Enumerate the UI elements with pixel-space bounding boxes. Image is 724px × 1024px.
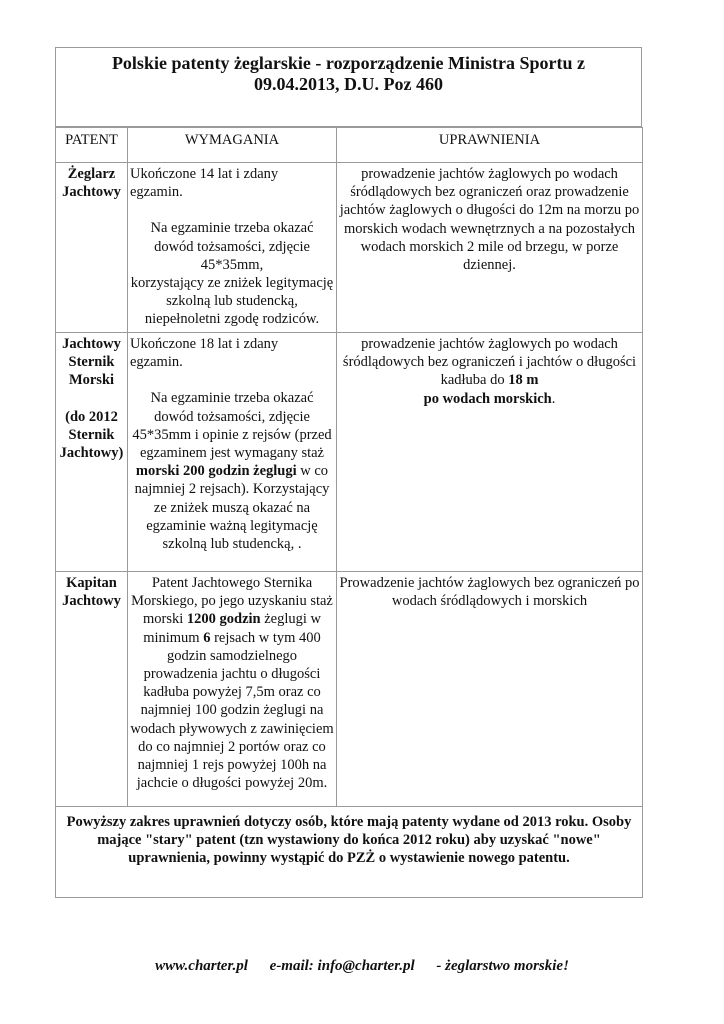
patent-name-line: Morski — [68, 372, 115, 389]
patent-name-line: Jachtowy — [62, 184, 121, 201]
rights-emphasis: po wodach morskich — [423, 390, 552, 407]
requirements-lead: Ukończone 14 lat i zdany egzamin. — [130, 166, 279, 201]
requirements-line: Morskiego, po jego uzyskaniu staż — [131, 593, 333, 610]
requirements-text: w co — [296, 463, 329, 480]
requirements-cell — [128, 163, 337, 333]
rights-line: jachtów żaglowych o długości do 12m na morzu po — [339, 202, 640, 219]
rights-emphasis: 18 m — [508, 372, 539, 389]
requirements-text: minimum — [143, 629, 204, 646]
table-row — [56, 333, 643, 572]
patent-name-line: Jachtowy) — [59, 445, 124, 462]
patent-name-cell — [56, 333, 128, 572]
title-line-2: 09.04.2013, D.U. Poz 460 — [254, 74, 443, 94]
patent-name-line: Jachtowy — [62, 593, 121, 610]
patent-name-line: Jachtowy — [62, 336, 121, 352]
requirements-line: egzaminem jest wymagany staż — [139, 445, 324, 462]
title-line-1: Polskie patenty żeglarskie - rozporządzenie Ministra Sportu z — [111, 53, 586, 73]
patent-name-line: Sternik — [68, 354, 115, 371]
footer-website: www.charter.pl — [155, 958, 248, 974]
rights-line: wodach śródlądowych i morskich — [391, 593, 588, 610]
requirements-line: egzaminie ważną legitymację — [146, 517, 318, 534]
requirements-line: 45*35mm, — [200, 256, 264, 273]
requirements-line: korzystający ze zniżek legitymację — [130, 275, 334, 292]
requirements-line: kadłuba powyżej 7,5m oraz co — [143, 684, 321, 701]
requirements-line: ze zniżek muszą okazać na — [153, 499, 311, 516]
rights-line — [339, 371, 640, 389]
page-footer — [0, 958, 724, 975]
requirements-line: szkolną lub studencką, — [166, 293, 298, 310]
requirements-line: Na egzaminie trzeba okazać — [150, 390, 314, 407]
requirements-line: dowód tożsamości, zdjęcie — [154, 238, 310, 255]
requirements-line: szkolną lub studencką, . — [162, 536, 302, 553]
requirements-line: najmniej 1 rejs powyżej 100h na — [137, 757, 327, 774]
footer-email: e-mail: info@charter.pl — [269, 958, 415, 974]
note-line: mające "stary" patent (tzn wystawiony do końca 2012 roku) aby uzyskać "nowe" — [97, 832, 601, 849]
requirements-line: Na egzaminie trzeba okazać — [150, 220, 314, 237]
rights-line: Prowadzenie jachtów żaglowych bez ograniczeń po — [339, 575, 640, 591]
rights-line: morskich wodach wewnętrznych a na pozostałych — [343, 220, 636, 237]
rights-line — [339, 390, 640, 408]
header-rights: UPRAWNIENIA — [337, 128, 643, 163]
patents-table — [55, 127, 643, 898]
rights-line: wodach morskich 2 mile od brzegu, w porze — [360, 238, 619, 255]
note-cell — [56, 807, 643, 898]
rights-line: śródlądowych bez ograniczeń oraz prowadzenie — [350, 184, 629, 201]
note-line: uprawnienia, powinny wystąpić do PZŻ o wystawienie nowego patentu. — [128, 850, 570, 867]
table-header-row — [56, 128, 643, 163]
patent-name-line: (do 2012 — [65, 408, 118, 425]
requirements-cell — [128, 333, 337, 572]
patent-name-line: Sternik — [68, 426, 115, 443]
requirements-line: dowód tożsamości, zdjęcie — [154, 408, 310, 425]
rights-line: prowadzenie jachtów żaglowych po wodach — [361, 336, 618, 352]
patent-name-cell — [56, 572, 128, 807]
requirements-emphasis: morski 200 godzin żeglugi — [135, 463, 297, 480]
table-note-row — [56, 807, 643, 898]
requirements-emphasis: 1200 godzin — [186, 611, 261, 628]
requirements-cell — [128, 572, 337, 807]
requirements-line: 45*35mm i opinie z rejsów (przed — [132, 426, 332, 443]
requirements-text: żeglugi w — [260, 611, 322, 628]
table-row — [56, 572, 643, 807]
requirements-line: prowadzenia jachtu o długości — [143, 666, 321, 683]
requirements-emphasis: 6 — [203, 629, 211, 646]
table-row — [56, 163, 643, 333]
rights-text: . — [551, 390, 556, 407]
requirements-text: morski — [142, 611, 187, 628]
requirements-line: wodach pływowych z zawinięciem — [130, 720, 334, 737]
note-line: Powyższy zakres uprawnień dotyczy osób, które mają patenty wydane od 2013 roku. Osoby — [66, 814, 632, 830]
header-patent: PATENT — [56, 128, 128, 163]
requirements-line: godzin samodzielnego — [166, 647, 298, 664]
patent-name-line: Żeglarz — [67, 166, 116, 182]
patent-name-cell — [56, 163, 128, 333]
requirements-lead: Ukończone 18 lat i zdany egzamin. — [130, 336, 279, 371]
requirements-line: najmniej 100 godzin żeglugi na — [140, 702, 324, 719]
rights-line: śródlądowych bez ograniczeń i jachtów o długości — [342, 354, 637, 371]
rights-text: kadłuba do — [440, 372, 505, 389]
requirements-line: Patent Jachtowego Sternika — [151, 575, 313, 591]
rights-cell — [337, 333, 643, 572]
header-requirements: WYMAGANIA — [128, 128, 337, 163]
requirements-line: do co najmniej 2 portów oraz co — [138, 738, 326, 755]
patent-name-line: Kapitan — [66, 575, 117, 591]
rights-cell — [337, 163, 643, 333]
requirements-text: rejsach w tym 400 — [210, 629, 321, 646]
requirements-line — [130, 462, 334, 480]
requirements-line: jachcie o długości powyżej 20m. — [136, 775, 328, 792]
document-title — [55, 47, 642, 127]
requirements-line — [130, 610, 334, 628]
requirements-line: niepełnoletni zgodę rodziców. — [144, 311, 320, 328]
requirements-line: najmniej 2 rejsach). Korzystający — [134, 481, 330, 498]
rights-cell — [337, 572, 643, 807]
footer-slogan: - żeglarstwo morskie! — [436, 958, 569, 974]
requirements-line — [130, 629, 334, 647]
rights-line: prowadzenie jachtów żaglowych po wodach — [361, 166, 618, 182]
rights-line: dziennej. — [463, 257, 516, 274]
